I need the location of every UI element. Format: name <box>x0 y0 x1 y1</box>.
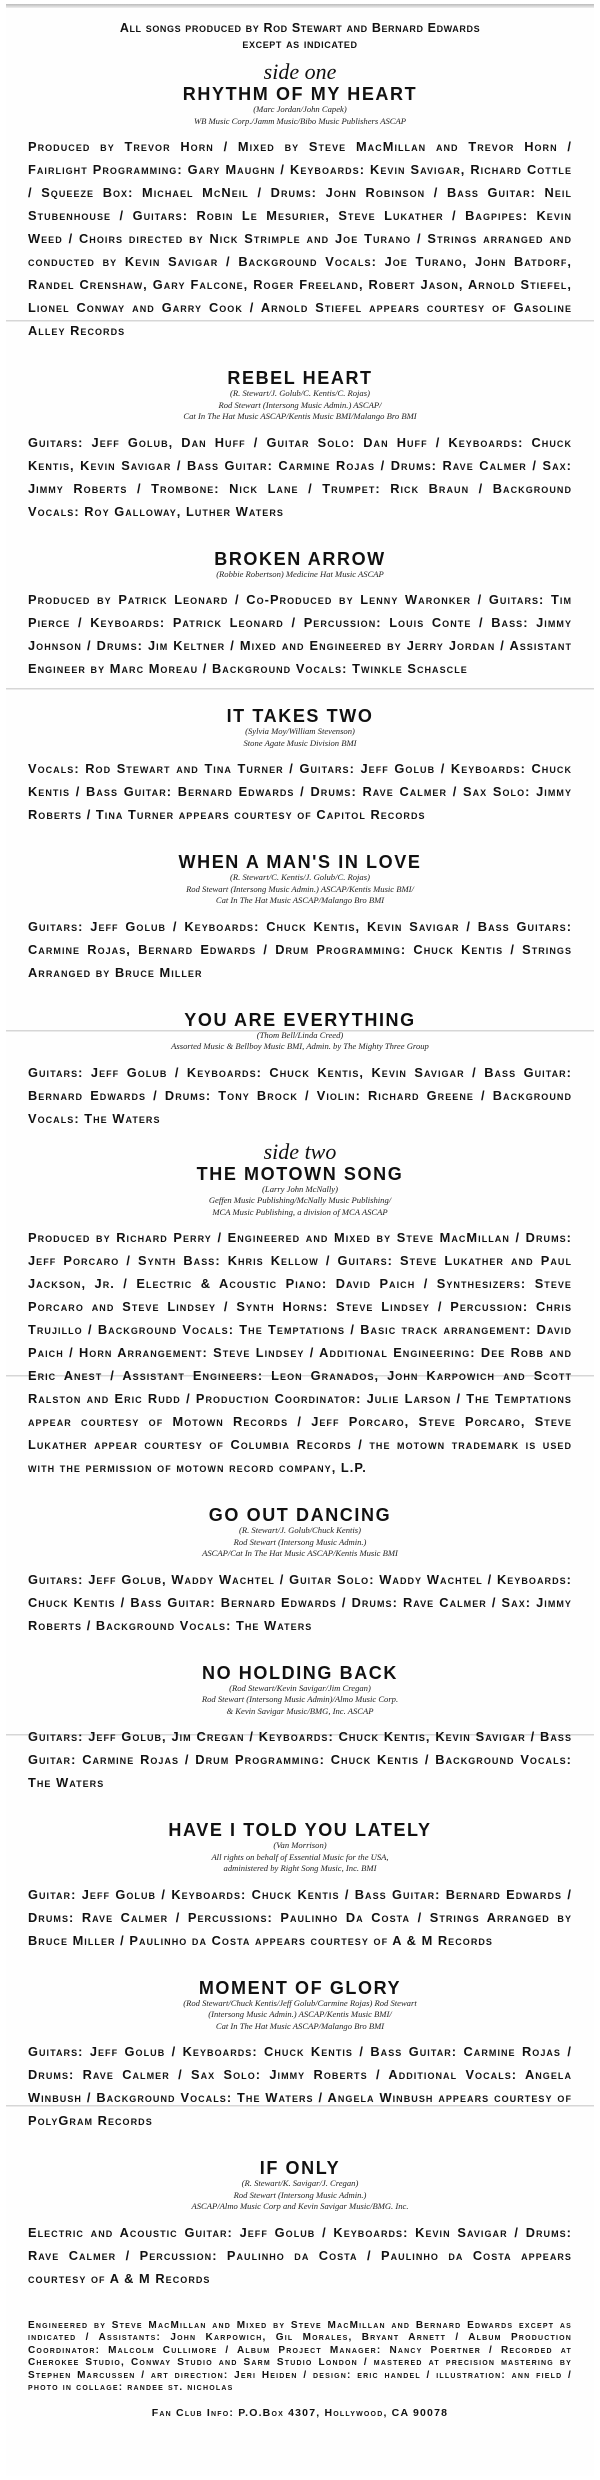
publishing-line: administered by Right Song Music, Inc. BMI <box>223 1863 377 1873</box>
song-title: NO HOLDING BACK <box>202 1662 398 1683</box>
song-credits: Guitars: Jeff Golub, Dan Huff / Guitar Solo: Dan Huff / Keyboards: Chuck Kentis, Kevin Savigar / Bass Guitar: Carmine Rojas / Drums: Rave Calmer / Sax: Jimmy Roberts / Trombone: Nick Lane / Trumpet: Rick Braun / Background Vocals: Roy Galloway, Luther Waters <box>28 434 572 519</box>
song-title: WHEN A MAN'S IN LOVE <box>178 852 422 872</box>
song-title: THE MOTOWN SONG <box>196 1163 404 1184</box>
production-note <box>28 20 572 52</box>
song-credits: Guitars: Jeff Golub, Jim Cregan / Keyboards: Chuck Kentis, Kevin Savigar / Bass Guitar: Carmine Rojas / Drum Programming: Chuck Kentis / Background Vocals: The Waters <box>28 1729 572 1790</box>
publishing-line: Rod Stewart (Intersong Music Admin.) ASCAP/Kentis Music BMI/ <box>186 883 414 894</box>
publishing-line: MCA Music Publishing, a division of MCA ASCAP <box>212 1206 388 1217</box>
song-credits: Guitar: Jeff Golub / Keyboards: Chuck Kentis / Bass Guitar: Bernard Edwards / Drums: Rave Calmer / Percussions: Paulinho Da Costa / Strings Arranged by Bruce Miller / Paulinho da Costa appears courtesy of A & M Records <box>28 1886 572 1948</box>
publishing-line: Stone Agate Music Division BMI <box>243 737 357 748</box>
publishing-line: (R. Stewart/K. Savigar/J. Cregan) <box>241 2178 359 2188</box>
side-label: side one <box>263 59 337 84</box>
fan-club-info: Fan Club Info: P.O.Box 4307, Hollywood, CA 90078 <box>151 2407 449 2420</box>
song-title: RHYTHM OF MY HEART <box>182 84 418 104</box>
top-edge-divider <box>6 4 594 8</box>
song-credits: Guitars: Jeff Golub / Keyboards: Chuck Kentis, Kevin Savigar / Bass Guitar: Bernard Edwards / Drums: Tony Brock / Violin: Richard Greene / Background Vocals: The Waters <box>28 1064 572 1126</box>
song-credits: Guitars: Jeff Golub, Waddy Wachtel / Guitar Solo: Waddy Wachtel / Keyboards: Chuck Kentis / Bass Guitar: Bernard Edwards / Drums: Rave Calmer / Sax: Jimmy Roberts / Background Vocals: The Waters <box>28 1571 572 1633</box>
publishing-line: Rod Stewart (Intersong Music Admin.) ASCAP/ <box>218 399 382 410</box>
publishing-line: Rod Stewart (Intersong Music Admin.) <box>233 2189 367 2200</box>
publishing-line: Assorted Music & Bellboy Music BMI, Admin. by The Mighty Three Group <box>171 1041 429 1051</box>
song-entry <box>28 1663 572 1795</box>
song-credits: Guitars: Jeff Golub / Keyboards: Chuck Kentis, Kevin Savigar / Bass Guitars: Carmine Rojas, Bernard Edwards / Drum Programming: Chuck Kentis / Strings Arranged by Bruce Miller <box>28 918 572 980</box>
publishing-line: All rights on behalf of Essential Music for the USA, <box>211 1851 389 1862</box>
production-note-line: All songs produced by Rod Stewart and Bernard Edwards <box>119 21 481 35</box>
publishing-line: WB Music Corp./Jamm Music/Bibo Music Publishers ASCAP <box>193 115 407 126</box>
publishing-line: (Sylvia Moy/William Stevenson) <box>245 726 355 736</box>
song-credits: Guitars: Jeff Golub / Keyboards: Chuck Kentis / Bass Guitar: Carmine Rojas / Drums: Rave Calmer / Sax Solo: Jimmy Roberts / Additional Vocals: Angela Winbush / Background Vocals: The Waters / Angela Winbush appears courtesy of PolyGram Records <box>28 2044 572 2128</box>
publishing-line: ASCAP/Cat In The Hat Music ASCAP/Kentis Music BMI <box>202 1548 398 1558</box>
song-title: HAVE I TOLD YOU LATELY <box>168 1820 432 1840</box>
song-entry <box>28 1010 572 1130</box>
publishing-line: (Robbie Robertson) Medicine Hat Music ASCAP <box>216 568 384 579</box>
publishing-line: ASCAP/Almo Music Corp and Kevin Savigar Music/BMG. Inc. <box>191 2201 409 2211</box>
publishing-line: (Rod Stewart/Chuck Kentis/Jeff Golub/Carmine Rojas) Rod Stewart <box>183 1997 417 2008</box>
song-credits: Vocals: Rod Stewart and Tina Turner / Guitars: Jeff Golub / Keyboards: Chuck Kentis / Bass Guitar: Bernard Edwards / Drums: Rave Calmer / Sax Solo: Jimmy Roberts / Tina Turner appears courtesy of Capitol Records <box>28 761 572 822</box>
song-entry <box>28 1978 572 2133</box>
publishing-line: Cat In The Hat Music ASCAP/Malango Bro BMI <box>215 895 385 905</box>
song-entry <box>28 1138 572 1480</box>
publishing-line: (Intersong Music Admin.) ASCAP/Kentis Music BMI/ <box>208 2009 392 2019</box>
song-credits: Produced by Richard Perry / Engineered and Mixed by Steve MacMillan / Drums: Jeff Porcaro / Synth Bass: Khris Kellow / Guitars: Steve Lukather and Paul Jackson, Jr. / Electric & Acoustic Piano: David Paich / Synthesizers: Steve Porcaro and Steve Lindsey / Synth Horns: Steve Lindsey / Percussion: Chris Trujillo / Background Vocals: The Temptations / Basic track arrangement: David Paich / Horn Arrangement: Steve Lindsey / Additional Engineering: Dee Robb and Eric Anest / Assistant Engineers: Leon Granados, John Karpowich and Scott Ralston and Eric Rudd / Production Coordinator: Julie Larson / The Temptations appear courtesy of Motown Records / Jeff Porcaro, Steve Porcaro, Steve Lukather appear courtesy of Columbia Records / the motown trademark is used with the permission of motown record company, L.P. <box>28 1230 572 1475</box>
song-title: IF ONLY <box>259 2158 341 2178</box>
publishing-line: Cat In The Hat Music ASCAP/Malango Bro BMI <box>215 2020 385 2031</box>
song-entry <box>28 59 572 342</box>
publishing-line: Geffen Music Publishing/McNally Music Publishing/ <box>208 1195 392 1205</box>
song-title: GO OUT DANCING <box>208 1505 392 1525</box>
song-title: BROKEN ARROW <box>214 548 386 569</box>
song-entry <box>28 2158 572 2290</box>
publishing-line: (R. Stewart/C. Kentis/J. Golub/C. Rojas) <box>230 872 370 882</box>
song-title: YOU ARE EVERYTHING <box>184 1009 416 1030</box>
song-list <box>28 59 572 2290</box>
publishing-line: (Van Morrison) <box>273 1840 327 1850</box>
publishing-line: (R. Stewart/J. Golub/C. Kentis/C. Rojas) <box>230 388 370 398</box>
song-entry <box>28 549 572 681</box>
album-credits: Engineered by Steve MacMillan and Mixed by Steve MacMillan and Bernard Edwards except as indicated / Assistants: John Karpowich, Gil Morales, Bryant Arnett / Album Production Coordinator: Malcolm Cullimore / Album Project Manager: Nancy Poertner / Recorded at Cherokee Studio, Conway Studio and Sarm Studio London / mastered at precision mastering by Stephen Marcussen / art direction: Jeri Heiden / design: eric handel / illustration: ann field / photo in collage: randee st. nicholas <box>28 2319 572 2394</box>
publishing-line: (Thom Bell/Linda Creed) <box>256 1029 344 1040</box>
liner-notes-page <box>6 4 594 2476</box>
song-title: MOMENT OF GLORY <box>198 1977 402 1998</box>
song-entry <box>28 706 572 826</box>
song-credits: Produced by Patrick Leonard / Co-Produced by Lenny Waronker / Guitars: Tim Pierce / Keyboards: Patrick Leonard / Percussion: Louis Conte / Bass: Jimmy Johnson / Drums: Jim Keltner / Mixed and Engineered by Jerry Jordan / Assistant Engineer by Marc Moreau / Background Vocals: Twinkle Schascle <box>28 592 572 676</box>
publishing-line: Cat In The Hat Music ASCAP/Kentis Music BMI/Malango Bro BMI <box>183 411 417 421</box>
publishing-line: (Rod Stewart/Kevin Savigar/Jim Cregan) <box>229 1682 371 1693</box>
publishing-line: Rod Stewart (Intersong Music Admin)/Almo Music Corp. <box>201 1694 399 1704</box>
song-entry <box>28 1505 572 1637</box>
publishing-line: Rod Stewart (Intersong Music Admin.) <box>233 1536 367 1547</box>
publishing-line: (Larry John McNally) <box>262 1183 338 1194</box>
song-credits: Electric and Acoustic Guitar: Jeff Golub / Keyboards: Kevin Savigar / Drums: Rave Calmer / Percussion: Paulinho da Costa / Paulinho da Costa appears courtesy of A & M Records <box>28 2224 572 2286</box>
publishing-line: (Marc Jordan/John Capek) <box>253 104 347 114</box>
liner-notes-content <box>28 20 572 2419</box>
song-entry <box>28 368 572 523</box>
song-entry <box>28 1820 572 1952</box>
song-credits: Produced by Trevor Horn / Mixed by Steve MacMillan and Trevor Horn / Fairlight Programming: Gary Maughn / Keyboards: Kevin Savigar, Richard Cottle / Squeeze Box: Michael McNeil / Drums: John Robinson / Bass Guitar: Neil Stubenhouse / Guitars: Robin Le Mesurier, Steve Lukather / Bagpipes: Kevin Weed / Choirs directed by Nick Strimple and Joe Turano / Strings arranged and conducted by Kevin Savigar / Background Vocals: Joe Turano, John Batdorf, Randel Crenshaw, Gary Falcone, Roger Freeland, Robert Jason, Arnold Stiefel, Lionel Conway and Garry Cook / Arnold Stiefel appears courtesy of Gasoline Alley Records <box>28 139 572 338</box>
publishing-line: & Kevin Savigar Music/BMG, Inc. ASCAP <box>226 1705 374 1716</box>
song-title: REBEL HEART <box>227 368 373 388</box>
production-note-line: except as indicated <box>242 37 358 51</box>
publishing-line: (R. Stewart/J. Golub/Chuck Kentis) <box>239 1525 361 1535</box>
song-title: IT TAKES TWO <box>226 706 374 726</box>
song-entry <box>28 852 572 984</box>
side-label: side two <box>263 1138 337 1164</box>
